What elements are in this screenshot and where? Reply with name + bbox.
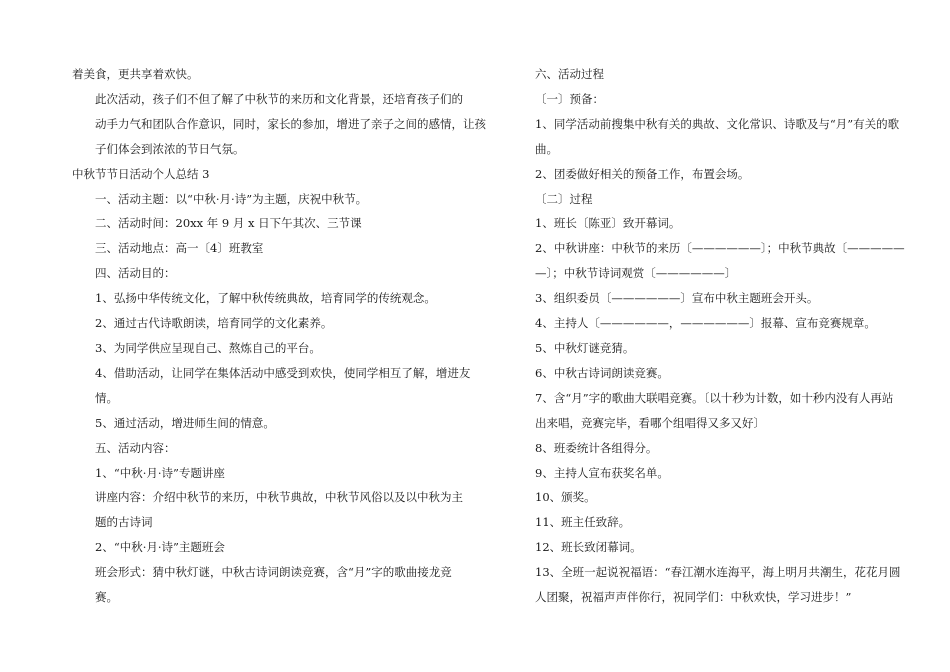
text-line: 此次活动，孩子们不但了解了中秋节的来历和文化背景，还培育孩子们的 xyxy=(95,91,463,106)
paragraph xyxy=(72,261,458,286)
text-line: —〕；中秋节诗词观赏〔——————〕 xyxy=(535,266,737,281)
text-line: 1、同学活动前搜集中秋有关的典故、文化常识、诗歌及与“月”有关的歌 xyxy=(535,116,900,131)
text-line: 5、通过活动，增进师生间的情意。 xyxy=(95,415,275,430)
text-line: 1、“中秋·月·诗”专题讲座 xyxy=(95,465,225,480)
text-line: 子们体会到浓浓的节日气氛。 xyxy=(95,141,245,156)
paragraph xyxy=(512,62,898,87)
text-line: 3、为同学供应呈现自己、熬炼自己的平台。 xyxy=(95,340,321,355)
text-line: 一、活动主题：以“中秋·月·诗”为主题，庆祝中秋节。 xyxy=(95,191,368,206)
paragraph xyxy=(72,236,458,261)
paragraph xyxy=(72,87,486,162)
text-line: 二、活动时间：20xx 年 9 月 x 日下午其次、三节课 xyxy=(95,216,362,231)
paragraph xyxy=(72,560,458,610)
text-line: 11、班主任致辞。 xyxy=(535,515,631,530)
paragraph xyxy=(512,510,898,535)
paragraph xyxy=(512,211,898,236)
text-line: 曲。 xyxy=(535,141,558,156)
paragraph xyxy=(512,87,898,112)
text-line: 9、主持人宣布获奖名单。 xyxy=(535,465,669,480)
text-line: 5、中秋灯谜竞猜。 xyxy=(535,340,635,355)
text-line: 12、班长致闭幕词。 xyxy=(535,540,642,555)
text-line: 7、含“月”字的歌曲大联唱竞赛。〔以十秒为计数，如十秒内没有人再站 xyxy=(535,390,894,405)
paragraph xyxy=(72,411,458,436)
text-line: 三、活动地点：高一〔4〕班教室 xyxy=(95,241,264,256)
text-line: 动手力气和团队合作意识，同时，家长的参加，增进了亲子之间的感情，让孩 xyxy=(95,116,486,131)
left-text-column xyxy=(72,62,486,610)
text-line: 2、通过古代诗歌朗读，培育同学的文化素养。 xyxy=(95,316,333,331)
paragraph xyxy=(512,187,898,212)
paragraph xyxy=(72,336,458,361)
text-line: 着美食，更共享着欢快。 xyxy=(72,67,199,81)
text-line: 人团聚，祝福声声伴你行，祝同学们：中秋欢快，学习进步！” xyxy=(535,590,852,605)
text-line: 赛。 xyxy=(95,590,118,605)
paragraph xyxy=(512,286,898,311)
paragraph xyxy=(72,286,458,311)
paragraph xyxy=(72,162,458,187)
text-line: 1、弘扬中华传统文化，了解中秋传统典故，培育同学的传统观念。 xyxy=(95,291,436,306)
text-line: 题的古诗词 xyxy=(95,515,153,530)
paragraph xyxy=(512,485,898,510)
text-line: 2、中秋讲座：中秋节的来历〔——————〕；中秋节典故〔————— xyxy=(535,241,905,256)
paragraph xyxy=(512,461,898,486)
paragraph xyxy=(72,461,458,486)
paragraph xyxy=(512,560,901,610)
text-line: 四、活动目的： xyxy=(95,266,176,281)
text-line: 2、团委做好相关的预备工作，布置会场。 xyxy=(535,166,750,181)
paragraph xyxy=(512,386,898,436)
paragraph xyxy=(72,211,458,236)
paragraph xyxy=(512,236,905,286)
text-line: 13、全班一起说祝福语：“春江潮水连海平，海上明月共潮生，花花月圆 xyxy=(535,565,901,580)
text-line: 4、借助活动，让同学在集体活动中感受到欢快，使同学相互了解，增进友 xyxy=(95,365,471,380)
right-text-column xyxy=(512,62,905,610)
text-line: 情。 xyxy=(95,390,118,405)
text-line: 〔一〕预备： xyxy=(535,91,604,106)
text-line: 8、班委统计各组得分。 xyxy=(535,440,658,455)
text-line: 2、“中秋·月·诗”主题班会 xyxy=(95,540,225,555)
paragraph xyxy=(72,187,458,212)
text-line: 五、活动内容： xyxy=(95,440,176,455)
text-line: 3、组织委员〔——————〕宣布中秋主题班会开头。 xyxy=(535,291,819,306)
paragraph xyxy=(512,336,898,361)
paragraph xyxy=(512,436,898,461)
paragraph xyxy=(72,535,458,560)
text-line: 班会形式：猜中秋灯谜，中秋古诗词朗读竞赛，含“月”字的歌曲接龙竞 xyxy=(95,565,452,580)
text-line: 中秋节节日活动个人总结 3 xyxy=(72,166,210,181)
paragraph xyxy=(72,485,463,535)
text-line: 讲座内容：介绍中秋节的来历，中秋节典故，中秋节风俗以及以中秋为主 xyxy=(95,490,463,505)
text-line: 4、主持人〔——————，——————〕报幕、宣布竞赛规章。 xyxy=(535,316,876,331)
paragraph xyxy=(72,62,458,87)
paragraph xyxy=(512,162,898,187)
paragraph xyxy=(512,112,898,162)
text-line: 出来唱，竞赛完毕，看哪个组唱得又多又好〕 xyxy=(535,415,765,430)
text-line: 〔二〕过程 xyxy=(535,191,593,206)
text-line: 10、颁奖。 xyxy=(535,490,596,505)
text-line: 六、活动过程 xyxy=(535,67,604,81)
paragraph xyxy=(512,361,898,386)
paragraph xyxy=(512,311,898,336)
paragraph xyxy=(512,535,898,560)
paragraph xyxy=(72,311,458,336)
text-line: 1、班长〔陈亚〕致开幕词。 xyxy=(535,216,681,231)
paragraph xyxy=(72,361,471,411)
text-line: 6、中秋古诗词朗读竞赛。 xyxy=(535,365,669,380)
paragraph xyxy=(72,436,458,461)
